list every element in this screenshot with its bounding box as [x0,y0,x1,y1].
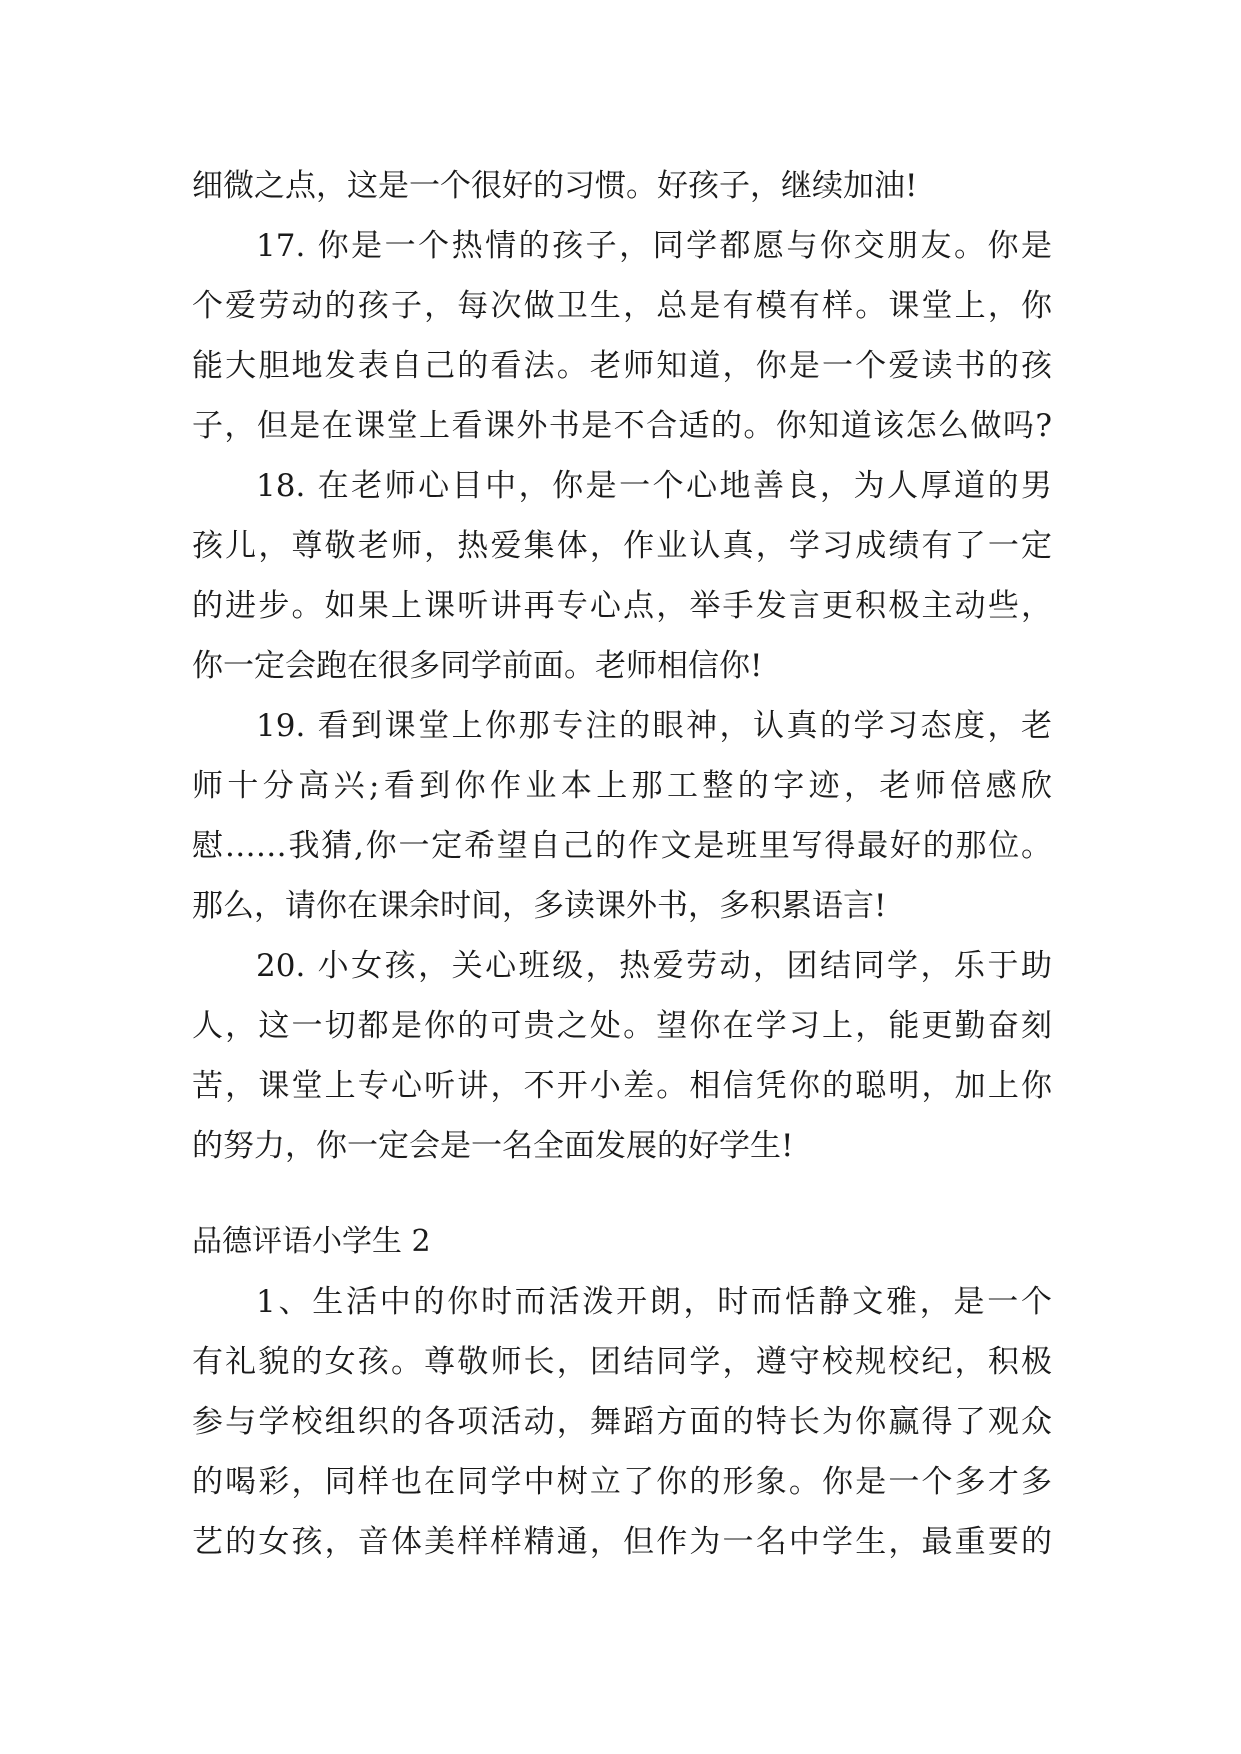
paragraph-line: 1、生活中的你时而活泼开朗，时而恬静文雅，是一个 [256,1284,1052,1320]
paragraph-line: 子，但是在课堂上看课外书是不合适的。你知道该怎么做吗? [192,408,1052,444]
paragraph-line: 18. 在老师心目中，你是一个心地善良，为人厚道的男 [256,468,1052,504]
paragraph-line: 个爱劳动的孩子，每次做卫生，总是有模有样。课堂上，你 [192,288,1052,324]
paragraph-line: 有礼貌的女孩。尊敬师长，团结同学，遵守校规校纪，积极 [192,1344,1052,1380]
paragraph-line: 人，这一切都是你的可贵之处。望你在学习上，能更勤奋刻 [192,1008,1052,1044]
paragraph-line: 参与学校组织的各项活动，舞蹈方面的特长为你赢得了观众 [192,1404,1052,1440]
paragraph-line: 20. 小女孩，关心班级，热爱劳动，团结同学，乐于助 [256,948,1052,984]
paragraph-line: 17. 你是一个热情的孩子，同学都愿与你交朋友。你是 [256,228,1052,264]
paragraph-line: 你一定会跑在很多同学前面。老师相信你! [192,648,763,684]
paragraph-line: 那么，请你在课余时间，多读课外书，多积累语言! [192,888,887,924]
paragraph-line: 能大胆地发表自己的看法。老师知道，你是一个爱读书的孩 [192,348,1052,384]
paragraph-line: 慰……我猜,你一定希望自己的作文是班里写得最好的那位。 [192,828,1052,864]
paragraph-line: 的进步。如果上课听讲再专心点，举手发言更积极主动些， [192,588,1052,624]
paragraph-line: 苦，课堂上专心听讲，不开小差。相信凭你的聪明，加上你 [192,1068,1052,1104]
paragraph-line: 细微之点，这是一个很好的习惯。好孩子，继续加油! [192,168,918,204]
paragraph-line: 师十分高兴;看到你作业本上那工整的字迹，老师倍感欣 [192,768,1052,804]
paragraph-line: 孩儿，尊敬老师，热爱集体，作业认真，学习成绩有了一定 [192,528,1052,564]
paragraph-line: 19. 看到课堂上你那专注的眼神，认真的学习态度，老 [256,708,1052,744]
paragraph-line: 艺的女孩，音体美样样精通，但作为一名中学生，最重要的 [192,1524,1052,1560]
paragraph-line: 的喝彩，同样也在同学中树立了你的形象。你是一个多才多 [192,1464,1052,1500]
section-title: 品德评语小学生 2 [192,1224,431,1259]
paragraph-line: 的努力，你一定会是一名全面发展的好学生! [192,1128,794,1164]
